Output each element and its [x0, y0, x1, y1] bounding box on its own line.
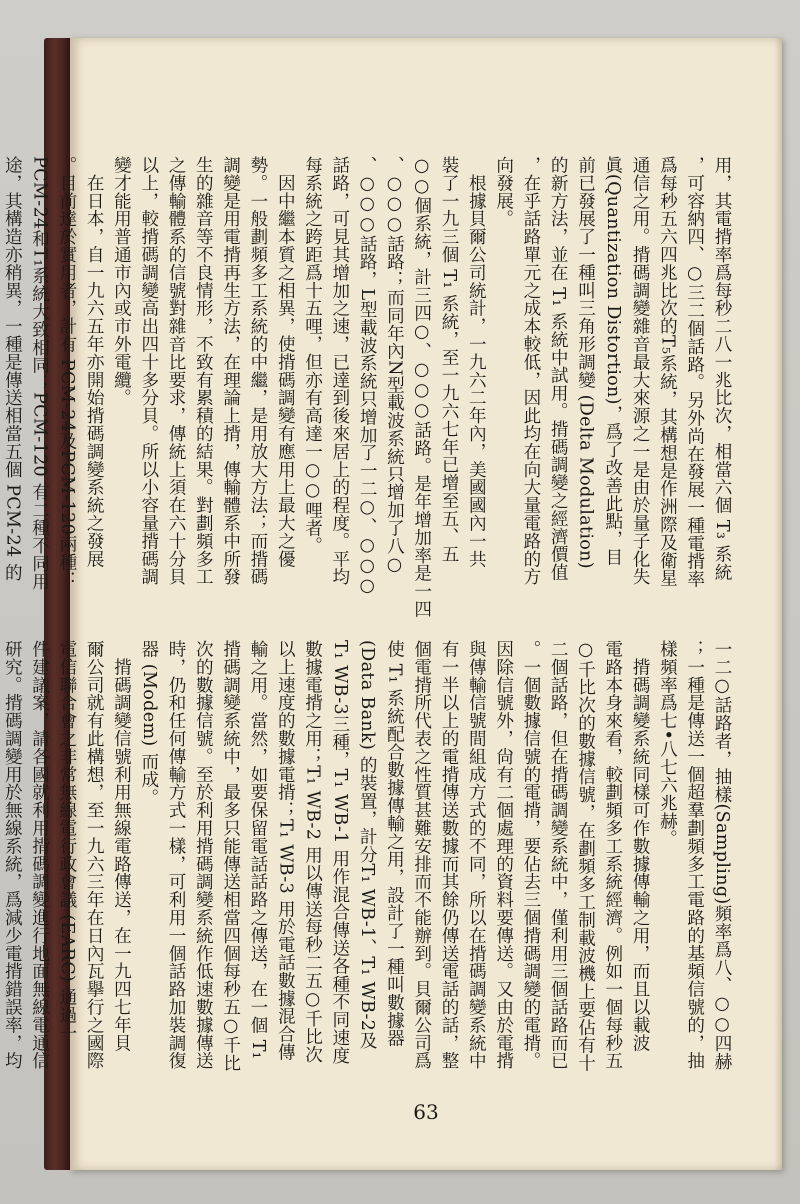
- text-line: 生的雜音等不良情形，不致有累積的結果。對劃頻多工: [193, 156, 214, 586]
- text-line: 調變是用電揹再生方法，在理論上揹，傳輸體系中所發: [220, 156, 241, 586]
- text-line: 、○○○話路；而同年內N型載波系統只增加了八○: [384, 156, 405, 576]
- text-line: 一二○話路者，抽樣(Sampling)頻率爲八、○○四赫: [712, 640, 732, 1071]
- text-line: 因除信號外，尙有二個處理的資料要傳送。又由於電揹: [493, 640, 514, 1070]
- text-line: 二個話路，但在揹碼調變系統中，僅利用三個話路而已: [548, 640, 569, 1070]
- text-line: 次的數據信號。至於利用揹碼調變系統作低速數據傳送: [193, 640, 214, 1070]
- text-line: 每系統之跨距爲十五哩，但亦有高達一○○哩者。: [302, 156, 323, 555]
- text-line: 用，其電揹率爲每秒二八一兆比次，相當六個 T₃ 系統: [712, 156, 732, 581]
- text-line: 揹碼調變系統中，最多只能傳送相當四個每秒五○千比: [220, 640, 241, 1072]
- page-number: 63: [413, 1100, 439, 1124]
- text-line: ，可容納四、○三二個話路。另外尚在發展一種電揹率: [684, 156, 705, 588]
- text-line: 話路，可見其增加之速，已達到後來居上的程度。平均: [329, 156, 350, 586]
- text-line: 眞(Quantization Distortion)，爲了改善此點，目: [602, 156, 623, 566]
- text-line: 輸之用。當然，如要保留電話話路之傳送，在一個 T₁: [247, 640, 268, 1060]
- text-line: 、○○○話路，L型載波系統只增加了一二○、○○○: [357, 156, 378, 597]
- text-line: (Data Bank) 的裝置，計分T₁ WB-1、T₁ WB-2及: [357, 640, 378, 1050]
- text-line: 在日本，自一九六五年亦開始揹碼調變系統之發展: [84, 156, 105, 568]
- text-line: ○○個系統，計三四○、○○○話路。是年增加率是一四: [411, 156, 432, 618]
- text-line: 的新方法，並在 T₁ 系統中試用。揹碼調變之經濟價值: [548, 156, 569, 581]
- text-line: 以上速度的數據電揹；T₁ WB-3 用於電話數據混合傳: [275, 640, 296, 1061]
- text-line: 通信之用。揹碼調變雜音最大來源之一是由於量子化失: [630, 156, 651, 586]
- text-line: T₁ WB-3三種，T₁ WB-1 用作混合傳送各種不同速度: [329, 640, 350, 1065]
- text-line: 變才能用普通市內或市外電纜。: [111, 156, 132, 407]
- text-line: 樣頻率爲七•八七六兆赫。: [657, 640, 678, 848]
- text-line: 電路本身來看，較劃頻多工系統經濟。例如一個每秒五: [602, 640, 623, 1070]
- bottom-text-section: [2, 640, 735, 1076]
- text-line: 研究。揹碼調變用於無線系統，爲減少電揹錯誤率，均: [2, 640, 23, 1070]
- text-line: 之傳輸體系的信號對雜音比要求，傳統上須在六十分貝: [166, 156, 187, 586]
- text-line: 器 (Modem) 而成。: [138, 640, 159, 807]
- book-page: [2, 38, 782, 1170]
- text-line: 前已發展了一種叫三角形調變 (Delta Modulation): [575, 156, 596, 569]
- text-line: 揹碼調變系統同樣可作數據傳輸之用，而且以載波: [630, 640, 651, 1052]
- text-line: 使 T₁ 系統配合數據傳輸之用，設計了一種叫數據器: [384, 640, 405, 1048]
- text-line: 以上，較揹碼調變高出四十多分貝。所以小容量揹碼調: [138, 156, 159, 586]
- text-line: 勢。一般劃頻多工系統的中繼，是用放大方法；而揹碼: [247, 156, 268, 586]
- text-line: 因中繼本質之相異，使揹碼調變有應用上最大之優: [275, 156, 296, 568]
- text-line: ；一種是傳送一個超羣劃頻多工電路的基頻信號的，抽: [684, 640, 705, 1070]
- text-line: 途，其構造亦稍異，一種是傳送相當五個 PCM-24 的: [2, 156, 23, 582]
- text-line: 揹碼調變信號利用無線電路傳送，在一九四七年貝: [111, 640, 132, 1052]
- text-line: 個電揹所代表之性質甚難安排而不能辦到。貝爾公司爲: [411, 640, 432, 1070]
- text-line: 裝了一九三個 T₁ 系統，至一九六七年已增至五、五: [439, 156, 460, 564]
- text-line: ，在乎話路單元之成本較低，因此均在向大量電路的方: [520, 156, 541, 586]
- text-line: 爾公司就有此構想，至一九六三年在日內瓦擧行之國際: [84, 640, 105, 1070]
- text-line: 根據貝爾公司統計，一九六二年內，美國國內一共: [466, 156, 487, 568]
- text-line: ○千比次的數據信號，在劃頻多工制載波機上要佔有十: [575, 640, 596, 1072]
- text-line: 。目前達於實用者，計有 PCM-24及PCM-120兩種：: [56, 156, 77, 589]
- top-text-section: [2, 156, 735, 618]
- text-line: PCM-24和T₁系統大致相同；PCM-120 有二種不同用: [29, 156, 50, 591]
- text-line: 爲每秒五六四兆比次的T₅系統，其構想是作洲際及衛星: [657, 156, 678, 588]
- text-line: 向發展。: [493, 156, 514, 228]
- text-line: 數據電揹之用；T₁ WB-2 用以傳送每秒二五○千比次: [302, 640, 323, 1064]
- text-line: 件建議案，請各國就利用揹碼調變進行地面無線電通信: [29, 640, 50, 1070]
- text-line: 時，仍和任何傳輸方式一樣，可利用一個話路加裝調復: [166, 640, 187, 1070]
- text-line: 電信聯合會之非常無線電行政會議 (EARC) 通過一: [56, 640, 77, 1042]
- text-line: 。一個數據信號的電揹，要佔去三個揹碼調變的電揹。: [520, 640, 541, 1070]
- text-line: 與傳輸信號間組成方式的不同，所以在揹碼調變系統中: [466, 640, 487, 1070]
- text-line: 有一半以上的電揹傳送數據而其餘仍傳送電話的話，整: [439, 640, 460, 1070]
